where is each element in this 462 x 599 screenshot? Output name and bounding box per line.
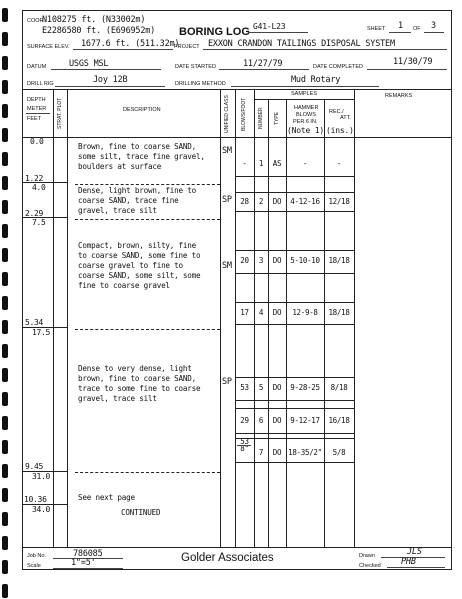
binder-hole <box>2 56 8 70</box>
binder-hole <box>2 368 8 382</box>
binder-hole <box>2 416 8 430</box>
rec-unit: (ins.) <box>326 126 354 135</box>
blows-per-foot: 28 <box>240 197 249 206</box>
layer-description: Compact, brown, silty, fine to coarse SAND, some fine to coarse gravel to fine to coarse SAND, some silt, some fine to coarse gravel <box>78 241 201 290</box>
hammer-header: HAMMER <box>294 105 319 111</box>
hammer-blows: 9-12-17 <box>290 416 320 425</box>
project-label: PROJECT <box>174 44 200 50</box>
binder-hole <box>2 272 8 286</box>
unified-class: SP <box>222 195 232 205</box>
samples-header: SAMPLES <box>291 91 317 97</box>
layer-description: Dense to very dense, light brown, fine to coarse SAND, trace to some fine to coarse gravel, trace silt <box>78 364 201 403</box>
recovery: 18/18 <box>328 308 350 317</box>
binder-hole <box>2 464 8 478</box>
layer-description: See next page <box>78 493 135 502</box>
blows-per-foot: 53 8" <box>240 437 249 453</box>
hammer-per-header: PER 6 IN. <box>293 119 318 125</box>
drawn-by: JLS <box>407 547 422 557</box>
binder-hole <box>2 560 8 574</box>
layer-description: CONTINUED <box>121 508 161 517</box>
date-started-label: DATE STARTED <box>175 64 216 70</box>
coor-label: COOR. <box>27 18 46 24</box>
sheet-number: 1 <box>398 21 403 31</box>
drawn-label: Drawn <box>359 553 375 559</box>
binder-hole <box>2 320 8 334</box>
of-label: OF <box>413 26 421 32</box>
strat-plot-header: STRAT. PLOT <box>57 97 63 129</box>
depth-label: 17.5 <box>32 328 51 337</box>
binder-hole <box>2 152 8 166</box>
sample-number: 6 <box>258 416 264 425</box>
recovery: - <box>336 159 342 168</box>
hammer-blows: - <box>302 159 308 168</box>
sample-number: 2 <box>258 197 264 206</box>
sample-type: DO <box>272 197 282 206</box>
coor-line-2: E2286580 ft. (E696952m) <box>42 26 156 36</box>
boring-log-sheet <box>22 10 452 570</box>
number-header: NUMBER <box>258 107 264 129</box>
depth-label: 4.0 <box>32 183 46 192</box>
binder-hole <box>2 512 8 526</box>
depth-header: DEPTH <box>27 97 46 103</box>
blows-per-foot: 20 <box>240 256 249 265</box>
layer-description: Dense, light brown, fine to coarse SAND, trace fine gravel, trace silt <box>78 186 197 215</box>
depth-label: 5.34 <box>25 318 44 327</box>
rec-header: REC./ <box>329 109 344 115</box>
job-no: 786085 <box>73 549 103 559</box>
binder-hole <box>2 488 8 502</box>
recovery: 16/18 <box>328 416 350 425</box>
binder-hole <box>2 392 8 406</box>
sheet-label: SHEET <box>367 26 386 32</box>
binder-hole <box>2 176 8 190</box>
drill-rig-label: DRILL RIG <box>27 81 54 87</box>
sample-type: DO <box>272 448 282 457</box>
sample-number: 3 <box>258 256 264 265</box>
company-name: Golder Associates <box>181 552 274 564</box>
recovery: 18/18 <box>328 256 350 265</box>
depth-label: 1.22 <box>25 174 44 183</box>
hammer-blows: 12-9-8 <box>292 308 318 317</box>
date-completed-label: DATE COMPLETED <box>313 64 364 70</box>
recovery: 12/18 <box>328 197 350 206</box>
binder-hole <box>2 200 8 214</box>
datum: USGS MSL <box>69 59 109 69</box>
blows-per-foot: - <box>242 159 247 168</box>
depth-label: 2.29 <box>25 209 44 218</box>
remarks-header: REMARKS <box>385 93 413 99</box>
blows-per-foot: 29 <box>240 416 249 425</box>
depth-unit-feet: FEET <box>27 116 42 122</box>
log-id: G41-L23 <box>253 22 286 31</box>
hammer-blows: 9-28-25 <box>290 383 320 392</box>
checked-label: Checked <box>359 563 381 569</box>
blows-foot-header: BLOWS/FOOT <box>241 97 247 131</box>
hammer-note: (Note 1) <box>287 126 324 135</box>
unified-class: SP <box>222 377 232 387</box>
binder-hole <box>2 440 8 454</box>
date-started: 11/27/79 <box>243 59 283 69</box>
hammer-blows: 5-10-10 <box>290 256 320 265</box>
recovery: 5/8 <box>332 448 346 457</box>
depth-label: 31.0 <box>32 472 51 481</box>
scale-label: Scale <box>27 563 41 569</box>
sample-type: AS <box>272 159 282 168</box>
sample-number: 5 <box>258 383 264 392</box>
scale: 1"=5' <box>71 558 96 568</box>
binder-hole <box>2 296 8 310</box>
date-completed: 11/30/79 <box>393 57 433 67</box>
binder-hole <box>2 32 8 46</box>
blows-per-foot: 53 <box>240 383 249 392</box>
coor-line-1: N108275 ft. (N33002m) <box>42 15 146 25</box>
unified-class: SM <box>222 146 232 156</box>
binder-hole <box>2 80 8 94</box>
sample-type: DO <box>272 308 282 317</box>
binder-hole <box>2 8 8 22</box>
hammer-blows-header: BLOWS <box>296 112 316 118</box>
job-no-label: Job No. <box>27 553 46 559</box>
datum-label: DATUM <box>27 64 47 70</box>
hammer-blows: 4-12-16 <box>290 197 320 206</box>
sample-number: 7 <box>258 448 264 457</box>
drilling-method-label: DRILLING METHOD <box>175 81 226 87</box>
drill-rig: Joy 12B <box>93 75 128 85</box>
sheet-total: 3 <box>431 21 436 31</box>
binder-hole <box>2 128 8 142</box>
sample-type: DO <box>272 383 282 392</box>
checked-by: PHB <box>401 557 416 567</box>
binder-hole <box>2 344 8 358</box>
sample-type: DO <box>272 416 282 425</box>
description-header: DESCRIPTION <box>123 107 161 113</box>
blows-per-foot: 17 <box>240 308 249 317</box>
type-header: TYPE <box>274 111 280 125</box>
depth-label: 0.0 <box>30 137 44 146</box>
binder-hole <box>2 248 8 262</box>
recovery: 8/18 <box>330 383 348 392</box>
depth-label: 9.45 <box>25 462 44 471</box>
surface-elev-label: SURFACE ELEV. <box>27 44 70 50</box>
binder-hole <box>2 584 8 598</box>
surface-elev: 1677.6 ft. (511.32m) <box>81 39 180 49</box>
sample-number: 4 <box>258 308 264 317</box>
layer-description: Brown, fine to coarse SAND, some silt, trace fine gravel, boulders at surface <box>78 142 205 171</box>
project-name: EXXON CRANDON TAILINGS DISPOSAL SYSTEM <box>208 39 395 49</box>
unified-class: SM <box>222 261 232 271</box>
depth-unit-meter: METER <box>27 106 47 112</box>
depth-label: 7.5 <box>32 218 46 227</box>
att-header: ATT. <box>340 115 351 121</box>
document-title: BORING LOG <box>179 26 250 38</box>
depth-label: 10.36 <box>24 495 47 504</box>
binder-hole <box>2 104 8 118</box>
drilling-method: Mud Rotary <box>291 75 341 85</box>
hammer-blows: 18-35/2" <box>288 448 322 457</box>
binder-hole <box>2 536 8 550</box>
sample-number: 1 <box>258 159 264 168</box>
depth-label: 34.0 <box>32 505 51 514</box>
sample-type: DO <box>272 256 282 265</box>
binder-hole <box>2 224 8 238</box>
unified-class-header: UNIFIED CLASS <box>224 95 230 133</box>
